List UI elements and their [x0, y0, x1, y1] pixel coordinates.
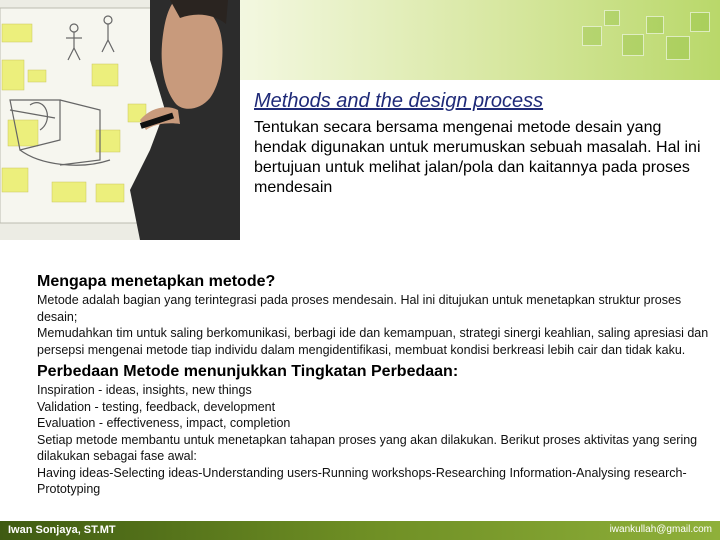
workshop-photo: [0, 0, 240, 240]
section2-line: Having ideas-Selecting ideas-Understanding users-Running workshops-Researching Information-Analysing research-Prototyping: [37, 465, 687, 496]
section-heading-why-method: Mengapa menetapkan metode?: [37, 273, 276, 290]
section2-line: Setiap metode membantu untuk menetapkan tahapan proses yang akan dilakukan. Berikut proses aktivitas yang sering dilakukan sebagai fase awal:: [37, 432, 698, 463]
intro-paragraph: Tentukan secara bersama mengenai metode desain yang hendak digunakan untuk merumuskan sebuah masalah. Hal ini bertujuan untuk melihat jalan/pola dan kaitannya pada proses mendesain: [254, 119, 701, 196]
section2-line: Evaluation - effectiveness, impact, completion: [37, 416, 291, 430]
slide-title: Methods and the design process: [254, 90, 544, 112]
footer-bar: [0, 521, 720, 540]
body-text: [37, 272, 715, 498]
section2-line: Inspiration - ideas, insights, new things: [37, 383, 252, 397]
section-heading-method-differences: Perbedaan Metode menunjukkan Tingkatan Perbedaan:: [37, 363, 459, 380]
footer-author: Iwan Sonjaya, ST.MT: [8, 524, 116, 536]
footer-email: iwankullah@gmail.com: [609, 524, 712, 535]
section1-line: Metode adalah bagian yang terintegrasi pada proses mendesain. Hal ini ditujukan untuk menetapkan struktur proses desain;: [37, 293, 682, 324]
decorative-squares: [582, 6, 712, 66]
section2-line: Validation - testing, feedback, development: [37, 399, 276, 414]
section1-line: Memudahkan tim untuk saling berkomunikasi, berbagi ide dan kemampuan, strategi sinergi keahlian, saling apresiasi dan persepsi mengenai metode tiap individu dalam mengidentifikasi, membuat kondisi berkreasi lebih cair dan tidak kaku.: [37, 326, 709, 357]
